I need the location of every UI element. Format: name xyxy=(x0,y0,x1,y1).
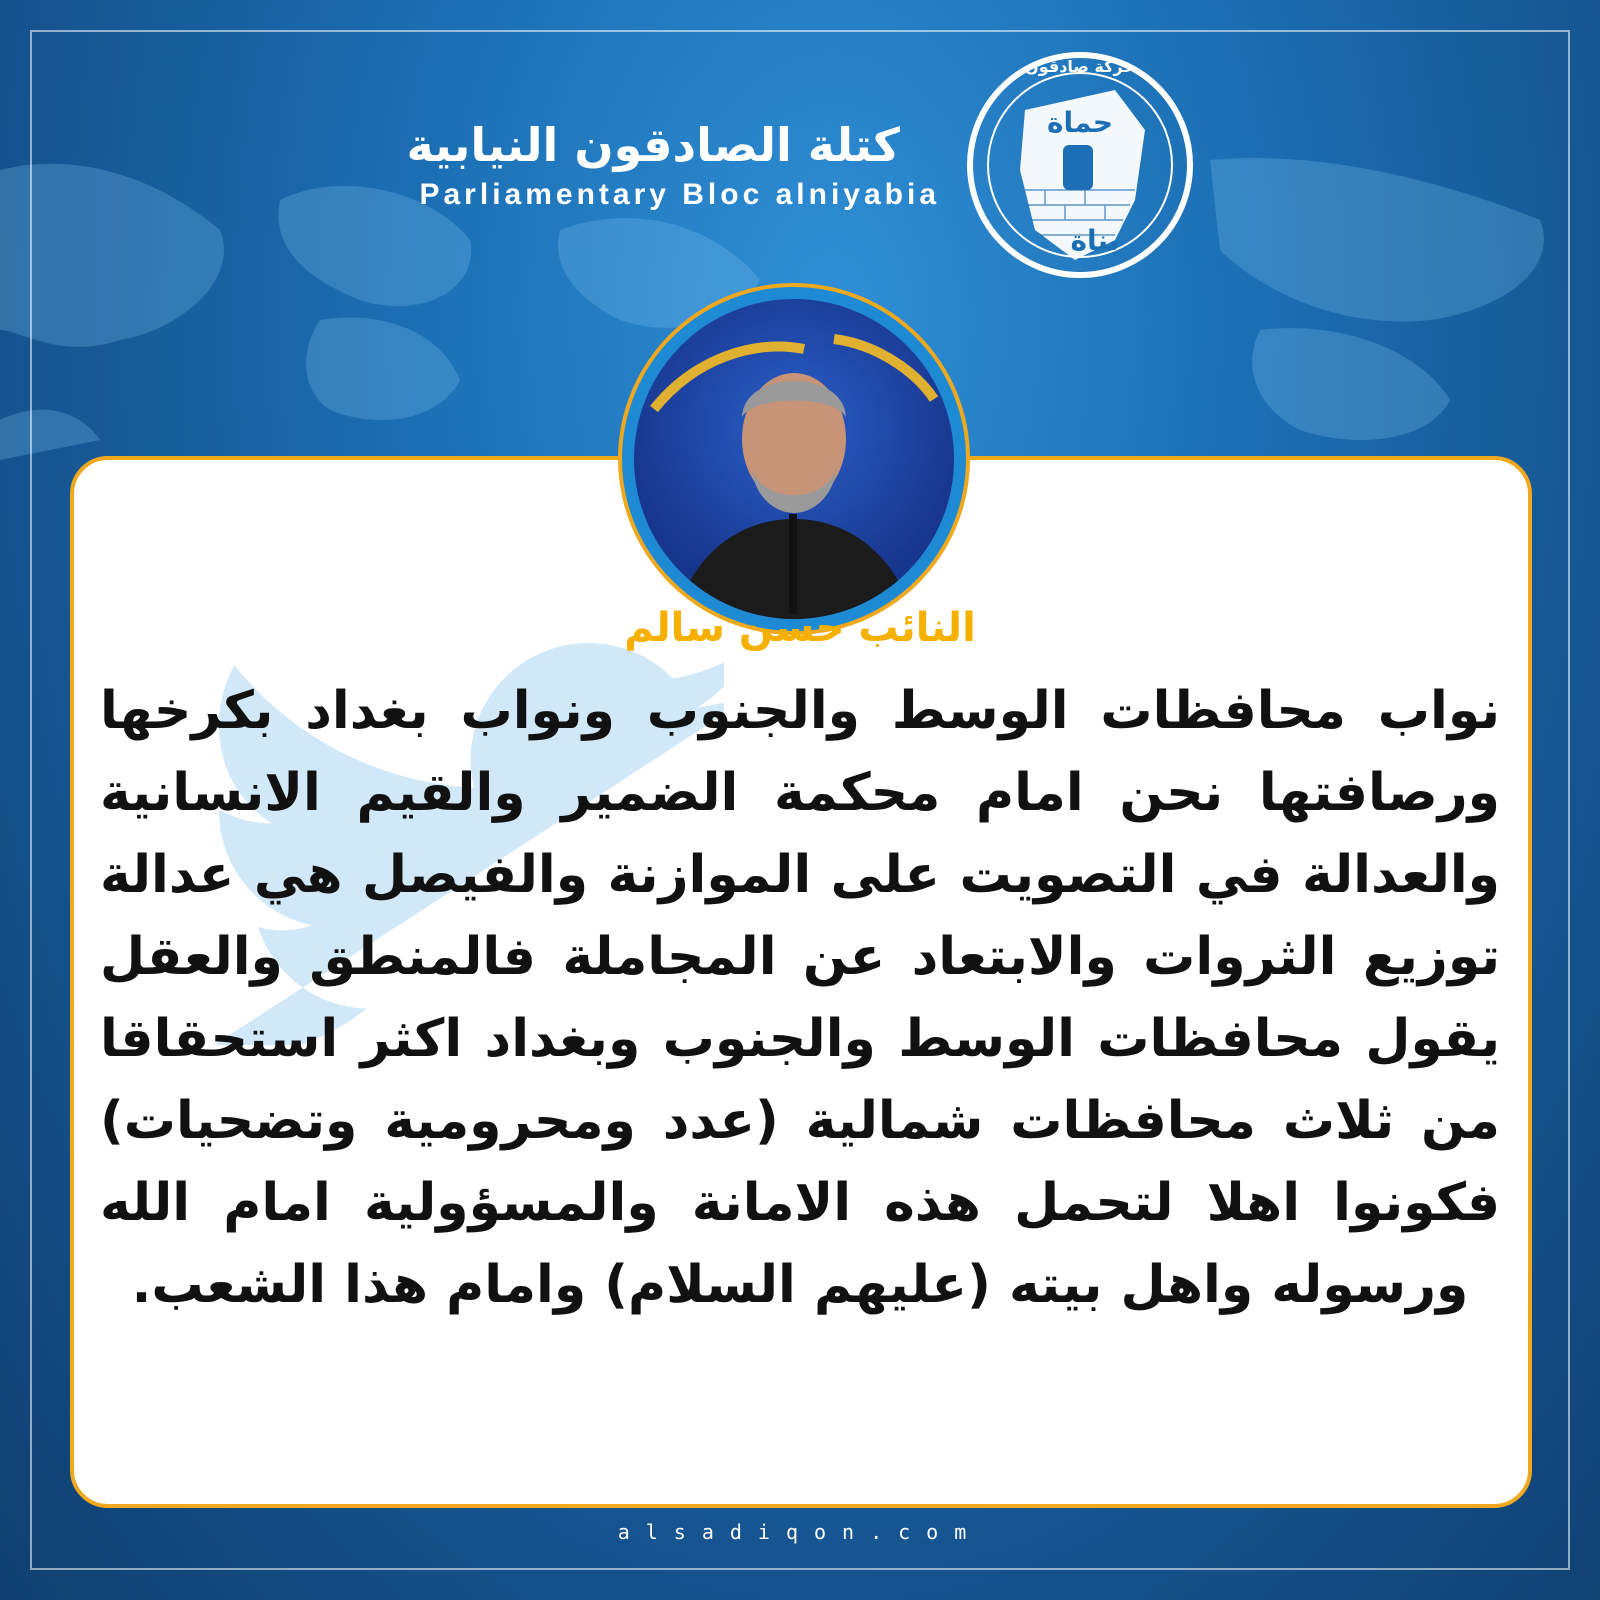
statement-text: نواب محافظات الوسط والجنوب ونواب بغداد بكرخها ورصافتها نحن امام محكمة الضمير والقيم الانسانية والعدالة في التصويت على الموازنة والفيصل هي عدالة توزيع الثروات والابتعاد عن المجاملة فالمنطق والعقل يقول محافظات الوسط والجنوب وبغداد اكثر استحقاقا من ثلاث محافظات شمالية (عدد ومحرومية وتضحيات) فكونوا اهلا لتحمل هذه الامانة والمسؤولية امام الله ورسوله واهل بيته (عليهم السلام) وامام هذا الشعب. xyxy=(100,681,1500,1315)
bloc-title-english: Parliamentary Bloc alniyabia xyxy=(419,178,940,211)
avatar xyxy=(622,287,966,631)
author-avatar-ring xyxy=(618,283,970,635)
website-link[interactable]: alsadiqon.com xyxy=(617,1520,983,1544)
bloc-title-arabic: كتلة الصادقون النيابية xyxy=(406,118,900,172)
person-photo xyxy=(634,299,954,619)
svg-text:حماة: حماة xyxy=(1047,106,1113,139)
svg-text:بناة: بناة xyxy=(1070,224,1120,257)
author-name: النائب حسن سالم xyxy=(624,605,976,651)
svg-text:حركة صادقون: حركة صادقون xyxy=(1025,57,1135,76)
fist-icon xyxy=(1063,145,1093,190)
sadiqon-logo xyxy=(965,50,1195,280)
